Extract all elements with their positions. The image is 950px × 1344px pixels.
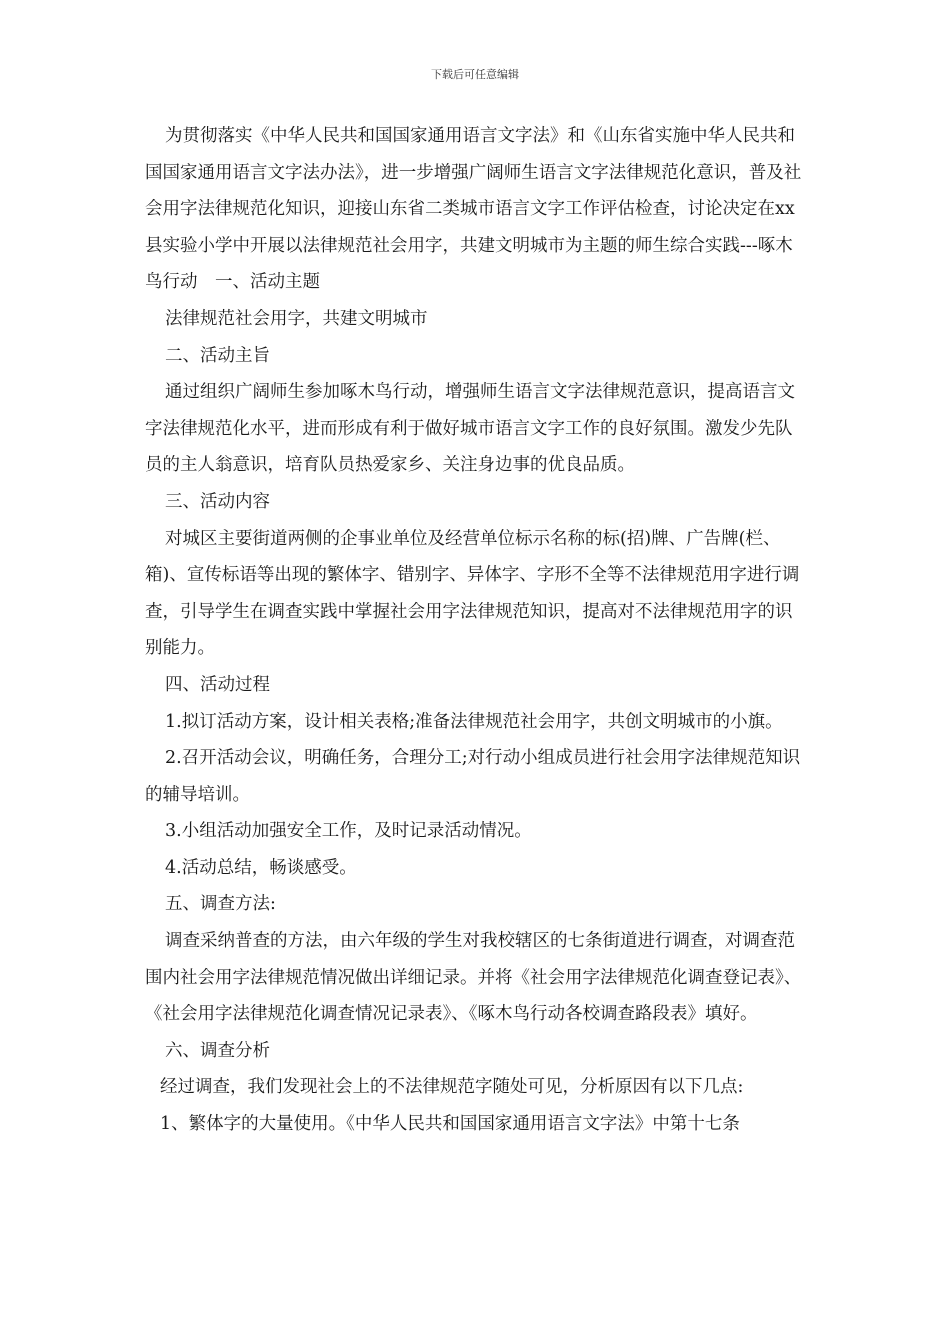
heading-analysis: 六、调查分析: [165, 1040, 270, 1061]
list-item-process-4: 4.活动总结，畅谈感受。: [165, 857, 357, 878]
paragraph-analysis: 经过调查，我们发现社会上的不法律规范字随处可见，分析原因有以下几点:: [160, 1077, 744, 1098]
paragraph-content: 对城区主要街道两侧的企事业单位及经营单位标示名称的标(招)牌、广告牌(栏、箱)、宣传标语等出现的繁体字、错别字、异体字、字形不全等不法律规范用字进行调查，引导学生在调查实践中掌握社会用字法律规范知识，提高对不法律规范用字的识别能力。: [145, 528, 800, 659]
list-item-process-2: 2.召开活动会议，明确任务，合理分工;对行动小组成员进行社会用字法律规范知识的辅导培训。: [145, 748, 801, 805]
list-item-process-3: 3.小组活动加强安全工作，及时记录活动情况。: [165, 821, 532, 842]
list-item-process-1: 1.拟订活动方案，设计相关表格;准备法律规范社会用字，共创文明城市的小旗。: [165, 711, 783, 732]
paragraph-purpose: 通过组织广阔师生参加啄木鸟行动，增强师生语言文字法律规范意识，提高语言文字法律规范化水平，进而形成有利于做好城市语言文字工作的良好氛围。激发少先队员的主人翁意识，培育队员热爱家乡、关注身边事的优良品质。: [145, 382, 795, 476]
paragraph-intro: 为贯彻落实《中华人民共和国国家通用语言文字法》和《山东省实施中华人民共和国国家通用语言文字法办法》，进一步增强广阔师生语言文字法律规范化意识，普及社会用字法律规范化知识，迎接山东省二类城市语言文字工作评估检查，讨论决定在xx县实验小学中开展以法律规范社会用字，共建文明城市为主题的师生综合实践---啄木鸟行动 一、活动主题: [145, 126, 802, 293]
paragraph-method: 调查采纳普查的方法，由六年级的学生对我校辖区的七条街道进行调查，对调查范围内社会用字法律规范情况做出详细记录。并将《社会用字法律规范化调查登记表》、《社会用字法律规范化调查情况记录表》、《啄木鸟行动各校调查路段表》填好。: [145, 931, 802, 1025]
heading-purpose: 二、活动主旨: [165, 345, 270, 366]
heading-process: 四、活动过程: [165, 674, 270, 695]
page-header: 下载后可任意编辑: [431, 68, 519, 81]
heading-content: 三、活动内容: [165, 491, 270, 512]
list-item-analysis-1: 1、繁体字的大量使用。《中华人民共和国国家通用语言文字法》中第十七条: [160, 1114, 740, 1135]
paragraph-theme: 法律规范社会用字，共建文明城市: [165, 308, 428, 329]
document-body: [145, 118, 805, 1143]
heading-method: 五、调查方法:: [165, 894, 276, 915]
